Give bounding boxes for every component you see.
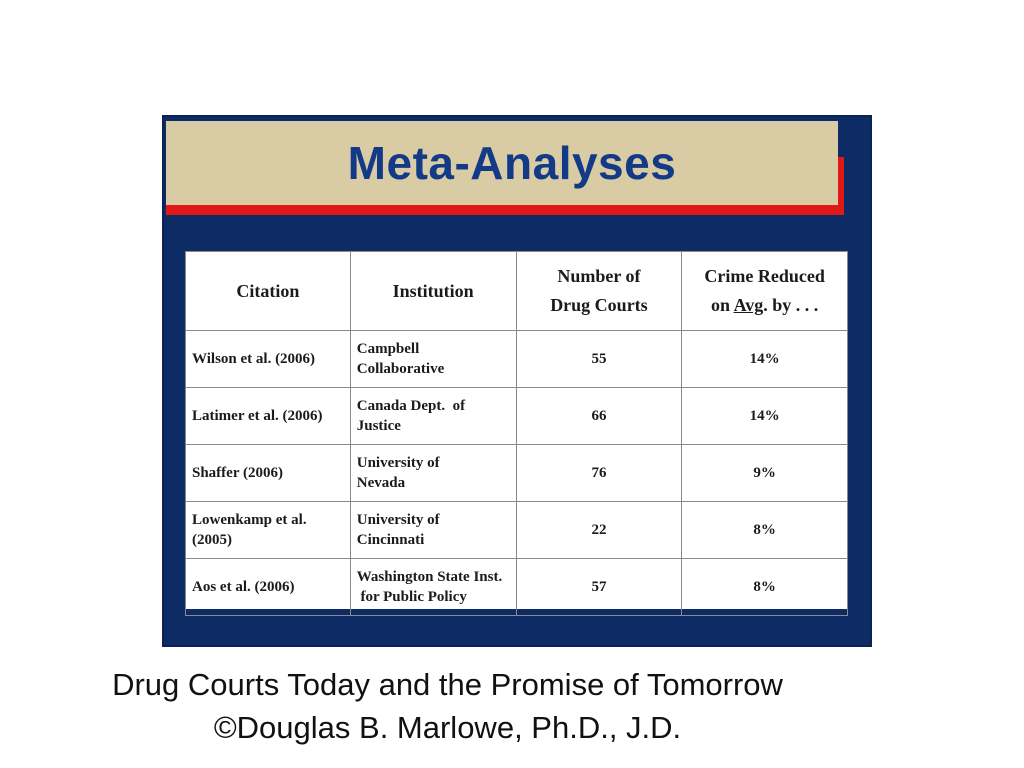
slide-title: Meta-Analyses <box>347 137 677 189</box>
cell-courts: 66 <box>516 388 682 445</box>
cell-reduced: 8% <box>682 559 848 616</box>
cell-citation: Wilson et al. (2006) <box>186 331 351 388</box>
header-number-of-courts: Number of Drug Courts <box>516 252 682 331</box>
cell-courts: 22 <box>516 502 682 559</box>
cell-citation: Shaffer (2006) <box>186 445 351 502</box>
title-bar <box>166 121 838 205</box>
cell-institution: Campbell Collaborative <box>350 331 516 388</box>
table-row <box>186 502 848 559</box>
cell-reduced: 8% <box>682 502 848 559</box>
meta-analyses-table-wrap <box>185 251 848 609</box>
cell-courts: 76 <box>516 445 682 502</box>
cell-institution: Washington State Inst. for Public Policy <box>350 559 516 616</box>
cell-courts: 55 <box>516 331 682 388</box>
caption-line-1: Drug Courts Today and the Promise of Tomorrow <box>112 667 783 702</box>
cell-institution: University of Nevada <box>350 445 516 502</box>
table-row <box>186 445 848 502</box>
cell-citation: Latimer et al. (2006) <box>186 388 351 445</box>
cell-institution: Canada Dept. of Justice <box>350 388 516 445</box>
caption-line-2: ©Douglas B. Marlowe, Ph.D., J.D. <box>213 710 682 745</box>
cell-reduced: 9% <box>682 445 848 502</box>
cell-citation: Lowenkamp et al. (2005) <box>186 502 351 559</box>
header-citation: Citation <box>186 252 351 331</box>
table-row <box>186 559 848 616</box>
header-institution: Institution <box>350 252 516 331</box>
header-crime-reduced: Crime Reduced on Avg. by . . . <box>682 252 848 331</box>
table-row <box>186 331 848 388</box>
cell-reduced: 14% <box>682 331 848 388</box>
meta-analyses-table <box>185 251 848 616</box>
cell-courts: 57 <box>516 559 682 616</box>
cell-institution: University of Cincinnati <box>350 502 516 559</box>
table-header-row <box>186 252 848 331</box>
cell-citation: Aos et al. (2006) <box>186 559 351 616</box>
slide-panel <box>162 115 872 647</box>
table-row <box>186 388 848 445</box>
cell-reduced: 14% <box>682 388 848 445</box>
